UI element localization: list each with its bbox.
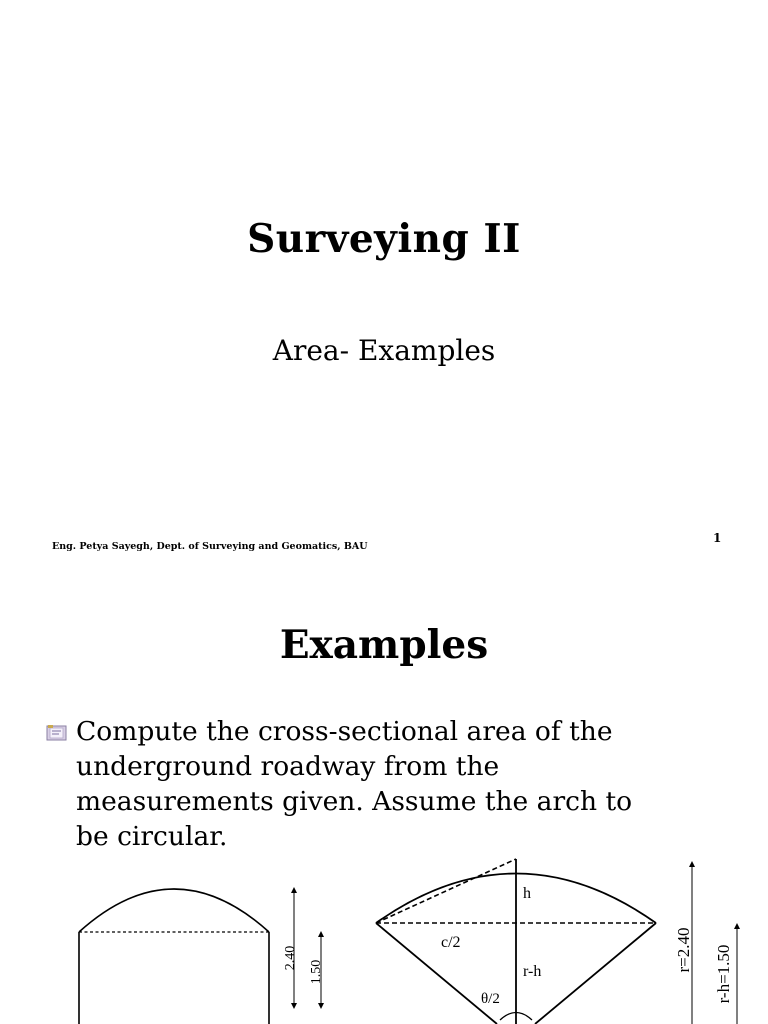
- slide-subtitle: Area- Examples: [272, 334, 496, 367]
- label-theta-half: θ/2: [481, 991, 500, 1007]
- half-chord-diagonal: [376, 859, 516, 923]
- body-line: measurements given. Assume the arch to: [76, 786, 633, 817]
- body-line: underground roadway from the: [76, 751, 500, 782]
- body-line: be circular.: [76, 821, 228, 852]
- page-number: 1: [713, 531, 722, 545]
- slide-2: [0, 578, 768, 1024]
- body-line: Compute the cross-sectional area of the: [76, 716, 613, 747]
- sector-radius-right: [535, 923, 656, 1024]
- label-c2: c/2: [441, 934, 461, 951]
- slide-title: Examples: [279, 622, 489, 668]
- sector-diagram: [376, 859, 656, 1024]
- slide-footer: Eng. Petya Sayegh, Dept. of Surveying and Geomatics, BAU: [52, 541, 368, 552]
- roadway-profile: [79, 889, 269, 1024]
- sector-radius-left: [376, 923, 497, 1024]
- slide-bullet-icon: [46, 724, 68, 742]
- walls-and-floor: [79, 932, 269, 1024]
- slide-title: Surveying II: [247, 216, 521, 262]
- example-text: [76, 714, 716, 854]
- label-r-minus-h: r-h: [523, 963, 542, 980]
- label-radius: r=2.40: [674, 927, 693, 973]
- dim-wall-label: 1.50: [309, 959, 324, 985]
- roadway-cross-section-figure: [0, 850, 768, 1024]
- label-r-minus-h-value: r-h=1.50: [714, 944, 733, 1004]
- arch-curve: [79, 889, 269, 932]
- label-h: h: [523, 885, 531, 902]
- dim-total-label: 2.40: [283, 945, 298, 971]
